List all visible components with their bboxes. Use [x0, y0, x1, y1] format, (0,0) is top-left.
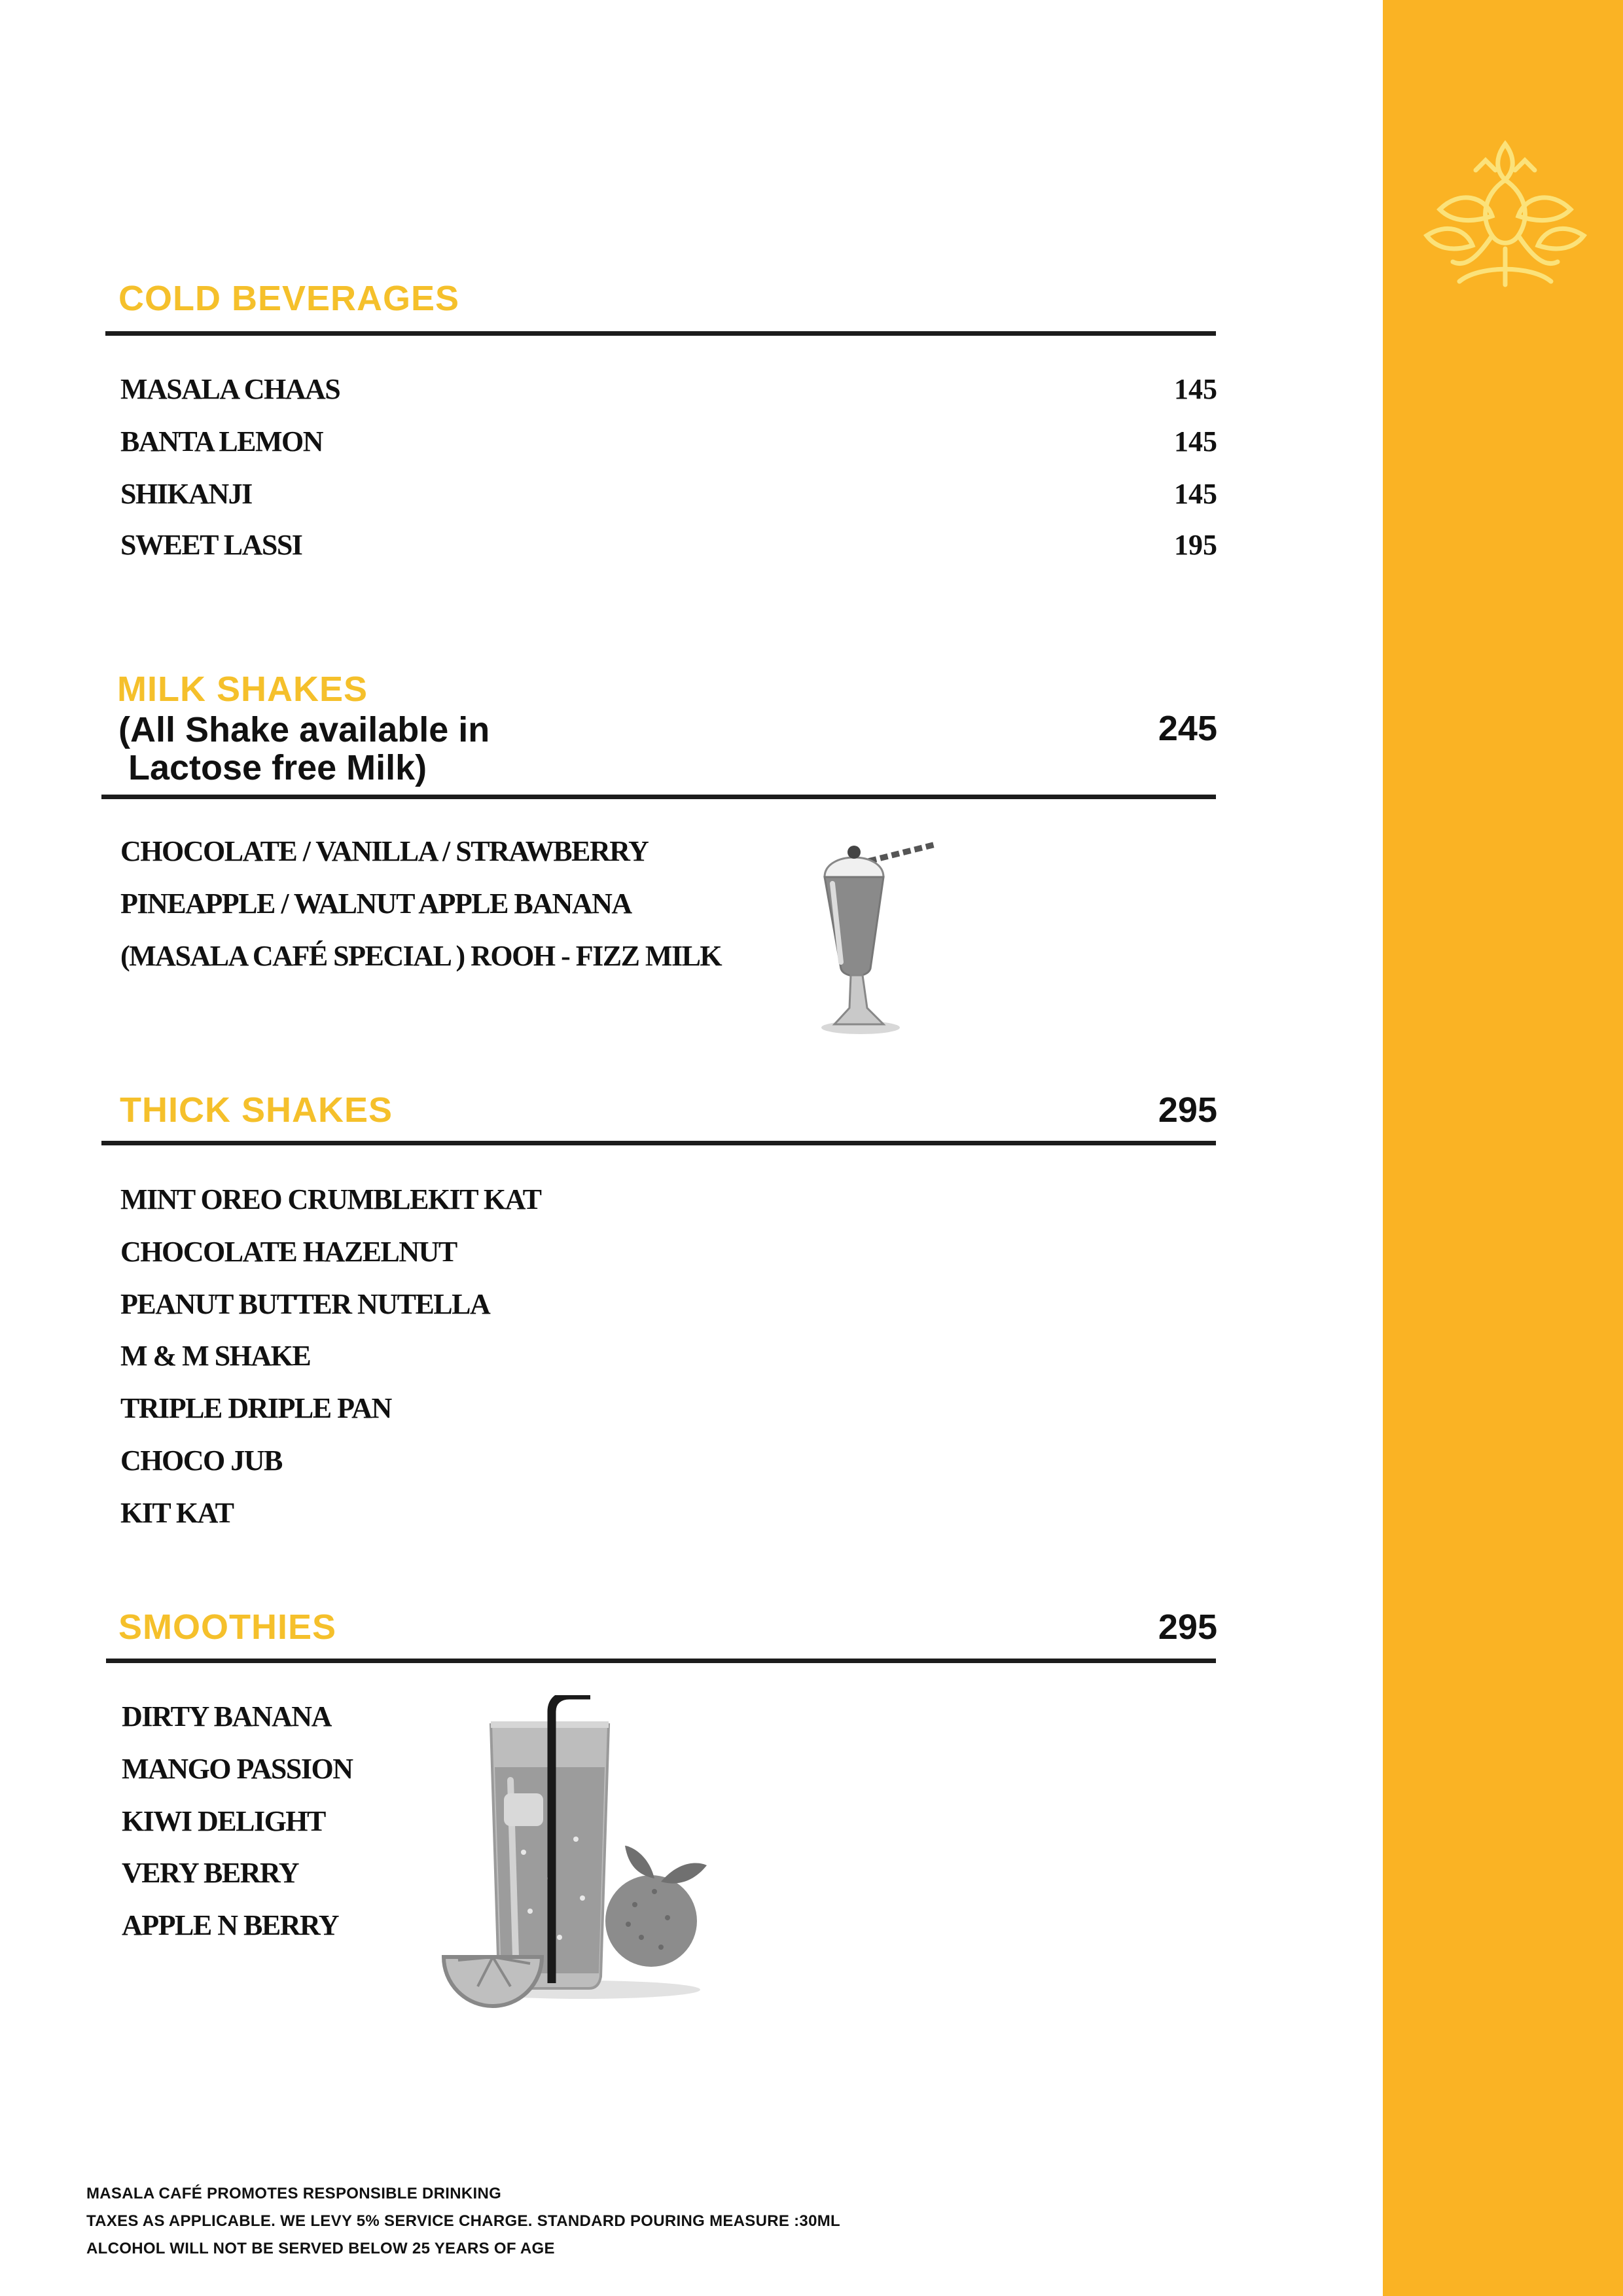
smoothie-glass-icon: [438, 1695, 713, 2022]
section-divider: [105, 331, 1216, 336]
menu-item-name: SHIKANJI: [120, 478, 252, 510]
menu-item-name: VERY BERRY: [122, 1857, 298, 1889]
menu-item-name: APPLE N BERRY: [122, 1909, 338, 1941]
menu-item-price: 145: [1174, 425, 1217, 457]
menu-item-name: MINT OREO CRUMBLEKIT KAT: [120, 1183, 541, 1215]
section-note-lactose-free: (All Shake available in Lactose free Milk): [118, 710, 490, 787]
menu-item-price: 195: [1174, 529, 1217, 561]
menu-item-name: MASALA CHAAS: [120, 373, 340, 405]
menu-item-name: M & M SHAKE: [120, 1340, 311, 1372]
section-title-milk-shakes: MILK SHAKES: [117, 670, 368, 709]
menu-item-price: 145: [1174, 478, 1217, 510]
menu-item-name: BANTA LEMON: [120, 425, 323, 457]
section-price-milk-shakes: 245: [1158, 709, 1217, 748]
section-price-smoothies: 295: [1158, 1607, 1217, 1647]
section-divider: [101, 795, 1216, 799]
menu-item-name: SWEET LASSI: [120, 529, 302, 561]
footer-responsible-drinking: MASALA CAFÉ PROMOTES RESPONSIBLE DRINKING: [86, 2185, 502, 2202]
section-divider: [101, 1141, 1216, 1145]
section-title-cold-beverages: COLD BEVERAGES: [118, 279, 460, 318]
section-price-thick-shakes: 295: [1158, 1090, 1217, 1130]
menu-item-name: CHOCO JUB: [120, 1444, 282, 1477]
footer-taxes-note: TAXES AS APPLICABLE. WE LEVY 5% SERVICE CHARGE. STANDARD POURING MEASURE :30ML: [86, 2212, 840, 2230]
section-title-thick-shakes: THICK SHAKES: [120, 1090, 393, 1130]
section-title-smoothies: SMOOTHIES: [118, 1607, 337, 1647]
menu-item-price: 145: [1174, 373, 1217, 405]
menu-item-name: CHOCOLATE / VANILLA / STRAWBERRY: [120, 835, 649, 867]
sidebar-band: [1383, 0, 1623, 2296]
menu-item-name: MANGO PASSION: [122, 1753, 353, 1785]
menu-item-name: PEANUT BUTTER NUTELLA: [120, 1288, 490, 1320]
menu-item-name: PINEAPPLE / WALNUT APPLE BANANA: [120, 888, 632, 920]
menu-item-name: TRIPLE DRIPLE PAN: [120, 1392, 391, 1424]
section-divider: [106, 1659, 1216, 1663]
menu-item-name: (MASALA CAFÉ SPECIAL ) ROOH - FIZZ MILK: [120, 940, 722, 972]
menu-item-name: CHOCOLATE HAZELNUT: [120, 1236, 457, 1268]
ornament-icon: [1414, 131, 1597, 295]
footer-age-restriction: ALCOHOL WILL NOT BE SERVED BELOW 25 YEARS OF AGE: [86, 2240, 555, 2257]
milkshake-glass-icon: [772, 838, 955, 1060]
menu-item-name: KIT KAT: [120, 1497, 234, 1529]
menu-item-name: KIWI DELIGHT: [122, 1805, 325, 1837]
menu-item-name: DIRTY BANANA: [122, 1700, 331, 1732]
